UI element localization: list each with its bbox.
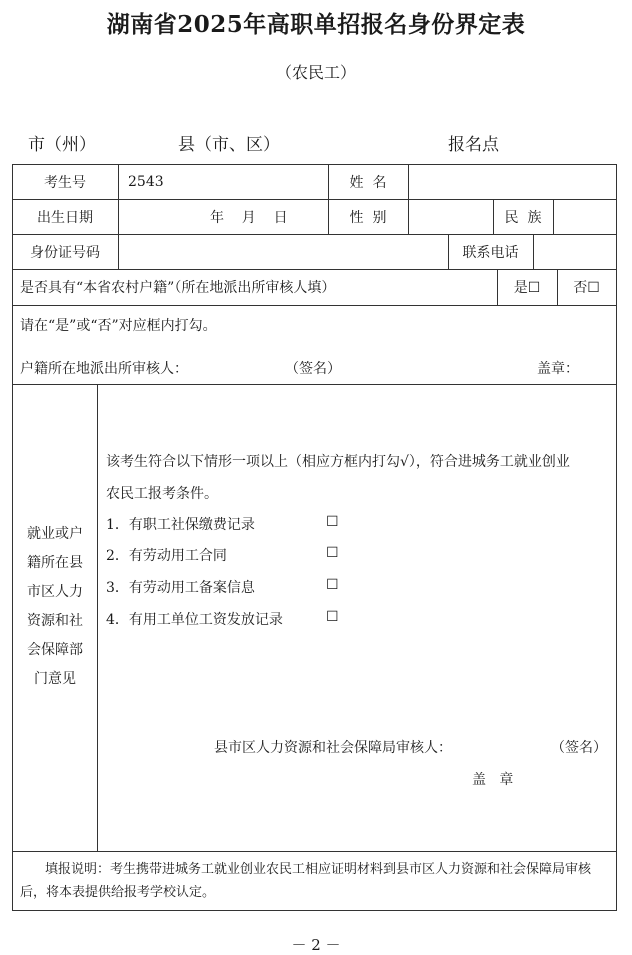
side-label-line: 就业或户 — [27, 526, 83, 542]
hr-seal-label: 盖 章 — [472, 772, 514, 788]
document-subtitle: （农民工） — [275, 63, 356, 82]
id-field[interactable] — [119, 234, 448, 269]
condition-checkbox[interactable]: ☐ — [326, 609, 339, 625]
police-reviewer-label: 户籍所在地派出所审核人： — [20, 361, 188, 377]
row-divider — [12, 384, 617, 385]
hr-department-opinion-label — [13, 520, 97, 694]
table-border-right — [616, 164, 617, 911]
name-field[interactable] — [409, 164, 616, 199]
yes-checkbox[interactable]: 是☐ — [513, 280, 541, 296]
gender-label: 性 别 — [349, 209, 387, 226]
conditions-intro-line2: 农民工报考条件。 — [106, 486, 218, 502]
filling-instructions: 填报说明：考生携带进城务工就业创业农民工相应证明材料到县市区人力资源和社会保障局审核后，将本表提供给报考学校认定。 — [20, 862, 592, 900]
side-label-line: 门意见 — [34, 671, 76, 687]
condition-item: 2．有劳动用工合同 — [106, 548, 227, 564]
hr-reviewer-label: 县市区人力资源和社会保障局审核人： — [214, 740, 452, 756]
exam-no-label: 考生号 — [44, 174, 86, 191]
condition-checkbox[interactable]: ☐ — [326, 545, 339, 561]
rural-household-question: 是否具有“本省农村户籍”（所在地派出所审核人填） — [20, 280, 336, 296]
side-label-line: 资源和社 — [27, 613, 83, 629]
birth-value[interactable]: 年 月 日 — [210, 209, 288, 226]
col-divider — [118, 164, 119, 234]
page-number: － 2 － — [291, 936, 341, 954]
ethnic-label: 民 族 — [504, 209, 542, 226]
exam-no-value[interactable]: 2543 — [128, 173, 164, 190]
conditions-intro-line1: 该考生符合以下情形一项以上（相应方框内打勾√），符合进城务工就业创业 — [106, 454, 570, 470]
side-label-line: 会保障部 — [27, 642, 83, 658]
side-label-line: 市区人力 — [27, 584, 83, 600]
hr-sign-label: （签名） — [551, 740, 607, 756]
police-seal-label: 盖章： — [537, 361, 579, 377]
condition-item: 3．有劳动用工备案信息 — [106, 580, 255, 596]
police-sign-label: （签名） — [285, 361, 341, 377]
phone-label: 联系电话 — [462, 244, 519, 261]
condition-item: 4．有用工单位工资发放记录 — [106, 612, 283, 628]
side-label-line: 籍所在县 — [27, 555, 83, 571]
no-checkbox[interactable]: 否☐ — [573, 280, 600, 296]
ethnic-field[interactable] — [554, 199, 616, 234]
checkbox-instruction: 请在“是”或“否”对应框内打勾。 — [20, 318, 217, 334]
condition-item: 1．有职工社保缴费记录 — [106, 517, 255, 533]
city-label: 市（州） — [28, 135, 96, 155]
row-divider — [12, 305, 617, 306]
name-label: 姓 名 — [349, 174, 387, 191]
condition-checkbox[interactable]: ☐ — [326, 577, 339, 593]
site-label: 报名点 — [448, 135, 499, 155]
county-label: 县（市、区） — [178, 135, 280, 155]
id-label: 身份证号码 — [30, 244, 100, 261]
document-title: 湖南省2025年高职单招报名身份界定表 — [106, 11, 526, 38]
row-divider — [12, 851, 617, 852]
birth-label: 出生日期 — [37, 209, 93, 226]
gender-field[interactable] — [409, 199, 493, 234]
table-border-bottom — [12, 910, 617, 911]
condition-checkbox[interactable]: ☐ — [326, 514, 339, 530]
phone-field[interactable] — [534, 234, 616, 269]
col-divider — [97, 384, 98, 851]
